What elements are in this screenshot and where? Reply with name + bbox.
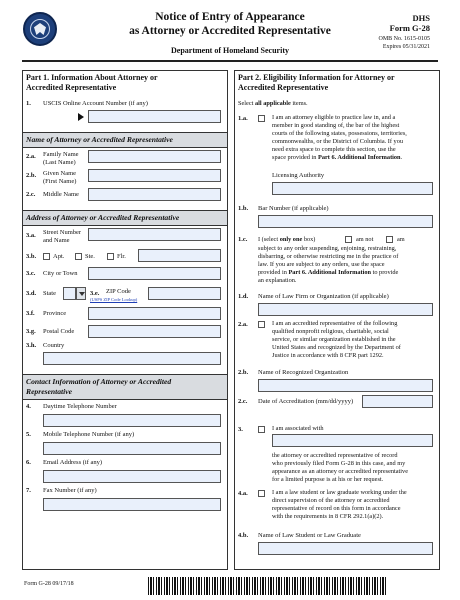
q2a-text: United States and recognized by the Department of (272, 344, 401, 351)
q3-text: appearance as an attorney or accredited representative (272, 468, 409, 475)
bar-number-field[interactable] (258, 215, 433, 228)
postal-code-field[interactable] (88, 325, 221, 338)
q2a-text: Justice in accordance with 8 CFR part 1292. (272, 352, 384, 359)
accreditation-date-label: Date of Accreditation (mm/dd/yyyy) (258, 398, 354, 405)
q4a-text: with the requirements in 8 CFR 292.1(a)(2). (272, 513, 384, 520)
q3f-number: 3.f. (26, 310, 35, 317)
country-label: Country (43, 342, 65, 349)
ste-checkbox[interactable] (75, 253, 82, 260)
name-section-heading: Name of Attorney or Accredited Representative (23, 132, 227, 148)
chevron-down-icon[interactable] (76, 287, 86, 300)
country-field[interactable] (43, 352, 221, 365)
ste-label: Ste. (85, 253, 95, 260)
law-student-name-label: Name of Law Student or Law Graduate (258, 532, 361, 539)
family-name-field[interactable] (88, 150, 221, 163)
licensing-authority-field[interactable] (272, 182, 433, 195)
q4a-text: representative of record on this form in accordance (272, 505, 401, 512)
p2-q1d-number: 1.d. (238, 293, 249, 300)
q2b-number: 2.b. (26, 172, 37, 179)
form-title-line2: as Attorney or Accredited Representative (129, 25, 331, 37)
city-field[interactable] (88, 267, 221, 280)
q3c-number: 3.c. (26, 270, 36, 277)
q1-number: 1. (26, 100, 31, 107)
q7-number: 7. (26, 487, 31, 494)
p2-q2a-number: 2.a. (238, 321, 248, 328)
accredited-rep-checkbox[interactable] (258, 321, 265, 328)
form-id: Form G-28 (389, 23, 430, 33)
part2-heading-line2: Accredited Representative (238, 83, 329, 92)
apt-label: Apt. (53, 253, 65, 260)
law-student-name-field[interactable] (258, 542, 433, 555)
contact-heading-line1: Contact Information of Attorney or Accredited (26, 377, 172, 386)
q3-text: who previously filed Form G-28 in this case, and my (272, 460, 406, 467)
q4-number: 4. (26, 403, 31, 410)
part2-heading-line1: Part 2. Eligibility Information for Attorney or (238, 73, 395, 82)
agency-label: DHS (412, 13, 430, 23)
q1a-text: space provided in Part 6. Additional Information. (272, 154, 403, 161)
zip-field[interactable] (148, 287, 221, 300)
recognized-org-label: Name of Recognized Organization (258, 369, 349, 376)
q1c-text: law. If you are subject to any orders, use the space (258, 261, 385, 268)
law-firm-field[interactable] (258, 303, 433, 316)
city-label: City or Town (43, 270, 78, 277)
fax-label: Fax Number (if any) (43, 487, 97, 494)
p2-q1c-number: 1.c. (238, 236, 248, 243)
q3e-number: 3.e. (90, 290, 100, 297)
q5-number: 5. (26, 431, 31, 438)
recognized-org-field[interactable] (258, 379, 433, 392)
am-not-label: am not (356, 236, 374, 243)
associated-with-field[interactable] (272, 434, 433, 447)
p2-q1a-number: 1.a. (238, 115, 248, 122)
street-sublabel: and Name (43, 237, 70, 244)
attorney-checkbox[interactable] (258, 115, 265, 122)
q2a-text: qualified nonprofit religious, charitable, social (272, 328, 389, 335)
unit-number-field[interactable] (138, 249, 221, 262)
q1a-text: need extra space to complete this section, use the (272, 146, 396, 153)
barcode-image (148, 577, 388, 595)
q1a-text: member in good standing of, the bar of the highest (272, 122, 400, 129)
daytime-phone-label: Daytime Telephone Number (43, 403, 117, 410)
dhs-seal-icon (23, 12, 57, 46)
given-name-field[interactable] (88, 169, 221, 182)
email-field[interactable] (43, 470, 221, 483)
q3a-number: 3.a. (26, 232, 36, 239)
q3g-number: 3.g. (26, 328, 36, 335)
province-field[interactable] (88, 307, 221, 320)
q4a-text: direct supervision of the attorney or accredited (272, 497, 390, 504)
flr-checkbox[interactable] (107, 253, 114, 260)
p2-q3-number: 3. (238, 426, 243, 433)
omb-number: OMB No. 1615-0105 (378, 36, 430, 42)
q2a-text: I am an accredited representative of the following (272, 320, 398, 327)
state-select[interactable] (63, 287, 76, 300)
p2-q2b-number: 2.b. (238, 369, 249, 376)
expiration-date: Expires 05/31/2021 (382, 44, 430, 50)
usps-zip-lookup-link[interactable]: (USPS ZIP Code Lookup) (90, 297, 138, 302)
flr-label: Flr. (117, 253, 126, 260)
q1c-text: I (select only one box) (258, 236, 316, 243)
q1c-text: provided in Part 6. Additional Information to provide (258, 269, 399, 276)
arrow-right-icon (78, 113, 84, 121)
associated-label: I am associated with (272, 425, 324, 432)
q1c-text: disbarring, or otherwise restricting me in the practice of (258, 253, 399, 260)
law-student-checkbox[interactable] (258, 490, 265, 497)
mobile-phone-field[interactable] (43, 442, 221, 455)
given-name-label: Given Name (43, 170, 77, 177)
select-instruction: Select all applicable items. (238, 100, 308, 107)
associated-checkbox[interactable] (258, 426, 265, 433)
part1-heading-line2: Accredited Representative (26, 83, 117, 92)
q3-text: the attorney or accredited representative of record (272, 452, 398, 459)
family-name-sublabel: (Last Name) (43, 159, 76, 166)
q2a-text: service, or similar organization established in the (272, 336, 396, 343)
given-name-sublabel: (First Name) (43, 178, 77, 185)
q1a-text: courts of the following states, possessions, territories, (272, 130, 407, 137)
am-checkbox[interactable] (386, 236, 393, 243)
contact-section-heading (23, 374, 227, 400)
middle-name-label: Middle Name (43, 191, 79, 198)
q1a-text: commonwealths, or the District of Columbia. If you (272, 138, 403, 145)
middle-name-field[interactable] (88, 188, 221, 201)
q6-number: 6. (26, 459, 31, 466)
uscis-account-number-field[interactable] (88, 110, 221, 123)
part1-heading-line1: Part 1. Information About Attorney or (26, 73, 158, 82)
fax-field[interactable] (43, 498, 221, 511)
apt-checkbox[interactable] (43, 253, 50, 260)
street-field[interactable] (88, 228, 221, 241)
form-title-line1: Notice of Entry of Appearance (155, 11, 305, 23)
q3b-number: 3.b. (26, 253, 37, 260)
p2-q4b-number: 4.b. (238, 532, 249, 539)
email-label: Email Address (if any) (43, 459, 103, 466)
am-not-checkbox[interactable] (345, 236, 352, 243)
province-label: Province (43, 310, 67, 317)
p2-q4a-number: 4.a. (238, 490, 248, 497)
address-section-heading: Address of Attorney or Accredited Representative (23, 210, 227, 226)
bar-number-label: Bar Number (if applicable) (258, 205, 329, 212)
footer-form-date: Form G-28 09/17/18 (24, 581, 74, 587)
licensing-authority-label: Licensing Authority (272, 172, 325, 179)
q1c-text: subject to any order suspending, enjoining, restraining, (258, 245, 397, 252)
q4a-text: I am a law student or law graduate working under the (272, 489, 407, 496)
mobile-phone-label: Mobile Telephone Number (if any) (43, 431, 135, 438)
q1a-text: I am an attorney eligible to practice law in, and a (272, 114, 396, 121)
q1-label: USCIS Online Account Number (if any) (43, 100, 148, 107)
p2-q1b-number: 1.b. (238, 205, 249, 212)
street-label: Street Number (43, 229, 82, 236)
q2a-number: 2.a. (26, 153, 36, 160)
q1c-text: an explanation. (258, 277, 297, 284)
p2-q2c-number: 2.c. (238, 398, 248, 405)
state-label: State (43, 290, 56, 297)
department-name: Department of Homeland Security (171, 46, 289, 55)
q3d-number: 3.d. (26, 290, 37, 297)
daytime-phone-field[interactable] (43, 414, 221, 427)
postal-code-label: Postal Code (43, 328, 75, 335)
header-divider (22, 60, 438, 62)
family-name-label: Family Name (43, 151, 79, 158)
contact-heading-line2: Representative (26, 387, 72, 396)
accreditation-date-field[interactable] (362, 395, 433, 408)
am-label: am (397, 236, 405, 243)
q3-text: for a limited purpose is at his or her request. (272, 476, 384, 483)
q3h-number: 3.h. (26, 342, 37, 349)
zip-label: ZIP Code (106, 288, 131, 295)
law-firm-label: Name of Law Firm or Organization (if applicable) (258, 293, 389, 300)
q2c-number: 2.c. (26, 191, 36, 198)
